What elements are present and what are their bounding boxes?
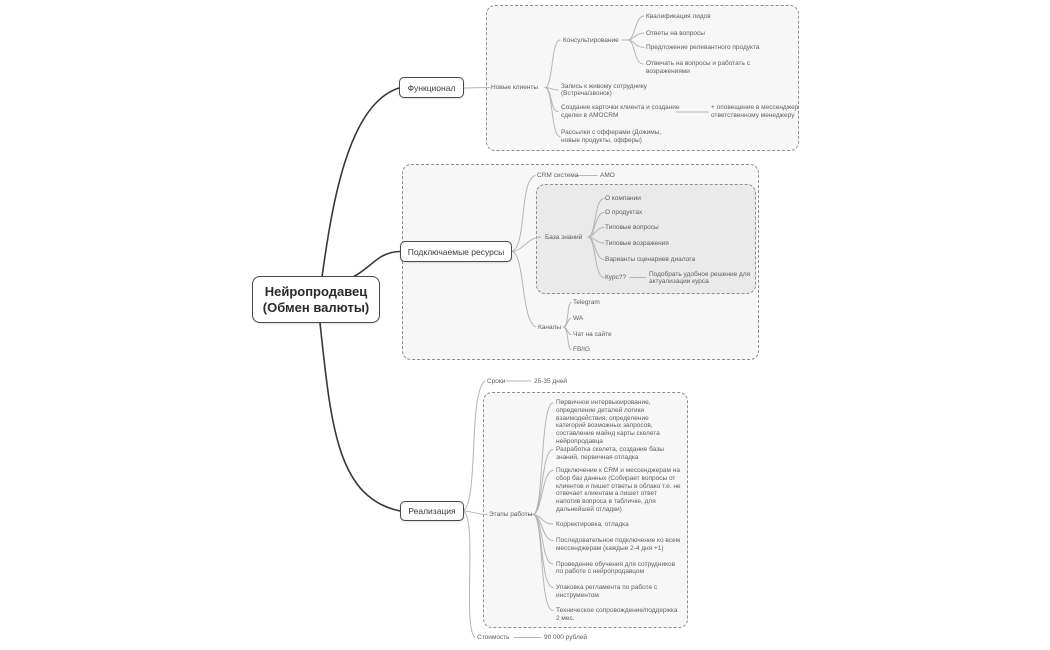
topic-stages[interactable]: Этапы работы (489, 511, 533, 518)
topic-implementation[interactable]: Реализация (400, 501, 464, 521)
topic-stage-training[interactable]: Проведение обучения для сотрудников по работе с нейропродавцом (556, 560, 676, 576)
topic-relevant-product[interactable]: Предложение релевантного продукта (646, 44, 760, 51)
topic-resources[interactable]: Подключаемые ресурсы (400, 241, 512, 262)
root-topic[interactable]: Нейропродавец (Обмен валюты) (252, 276, 380, 323)
topic-kb-dialog-scenarios[interactable]: Варианты сценариев диалога (605, 256, 696, 263)
topic-lead-qualification[interactable]: Квалификация лидов (646, 12, 711, 20)
topic-kb-typical-objections[interactable]: Типовые возражения (605, 239, 669, 247)
topic-objections[interactable]: Отвечать на вопросы и работать с возражениями (646, 60, 750, 75)
topic-consulting[interactable]: Консультирование (563, 36, 619, 44)
topic-cost[interactable]: Стоимость (477, 634, 510, 641)
topic-timeline[interactable]: Сроки (487, 377, 506, 385)
topic-kb-products[interactable]: О продуктах (605, 209, 643, 216)
topic-mailing[interactable]: Рассылки с офферами (Дожимы, новые продукты, офферы) (561, 129, 662, 144)
topic-stage-regulations[interactable]: Упаковка регламента по работе с инструментом (556, 584, 658, 599)
topic-crm-value[interactable]: AMO (600, 171, 615, 179)
topic-stage-messengers[interactable]: Последовательное подключение ко всем мессенджерам (каждые 2-4 дня +1) (556, 537, 681, 552)
topic-stage-crm-connect[interactable]: Подключение к CRM и мессенджерам на сбор баз данных (Собирает вопросы от клиентов и пишет ответы в облако т.е. не отвечает клиентам а пишет ответ напотив вопроса в табличке, для дальнейшей отладки) (556, 467, 681, 513)
topic-crm-card-note[interactable]: + оповещение в мессенджер ответственному менеджеру (711, 104, 799, 119)
topic-new-clients[interactable]: Новые клиенты (491, 84, 539, 91)
topic-kb-course[interactable]: Курс?? (605, 274, 627, 281)
topic-kb-course-note[interactable]: Подобрать удобное решение для актуализации курса (649, 270, 751, 286)
topic-channel-wa[interactable]: WA (573, 315, 584, 322)
topic-timeline-value[interactable]: 25-35 дней (534, 377, 568, 385)
topic-stage-debug[interactable]: Корректировка, отладка (556, 520, 629, 528)
topic-kb-typical-questions[interactable]: Типовые вопросы (605, 224, 659, 231)
topic-channel-site-chat[interactable]: Чат на сайте (573, 331, 612, 338)
topic-crm-card[interactable]: Создание карточки клиента и создание сделки в AMOCRM (561, 104, 680, 119)
topic-stage-support[interactable]: Техническое сопровождение/поддержка 2 мес. (556, 607, 678, 622)
topic-booking[interactable]: Запись к живому сотруднику (Встреча/звонок) (561, 82, 647, 98)
topic-channel-telegram[interactable]: Telegram (573, 299, 600, 306)
topic-channels[interactable]: Каналы (538, 323, 562, 331)
topic-stage-skeleton[interactable]: Разработка скелета, создание базы знаний, первичная отладка (556, 446, 664, 461)
topic-stage-interview[interactable]: Первичное интервьюирование, определение деталей логики взаимодействия, определение категорий возможных запросов, составление майнд карты скелета нейропродавца (556, 399, 660, 445)
topic-channel-fb-ig[interactable]: FB/IG (573, 346, 590, 353)
topic-knowledge-base[interactable]: База знаний (545, 233, 583, 241)
topic-crm-system[interactable]: CRM система (537, 171, 579, 179)
topic-answers[interactable]: Ответы на вопросы (646, 29, 705, 37)
topic-cost-value[interactable]: 90 000 рублей (544, 634, 588, 641)
topic-kb-company[interactable]: О компании (605, 195, 641, 202)
topic-functional[interactable]: Функционал (399, 77, 464, 98)
